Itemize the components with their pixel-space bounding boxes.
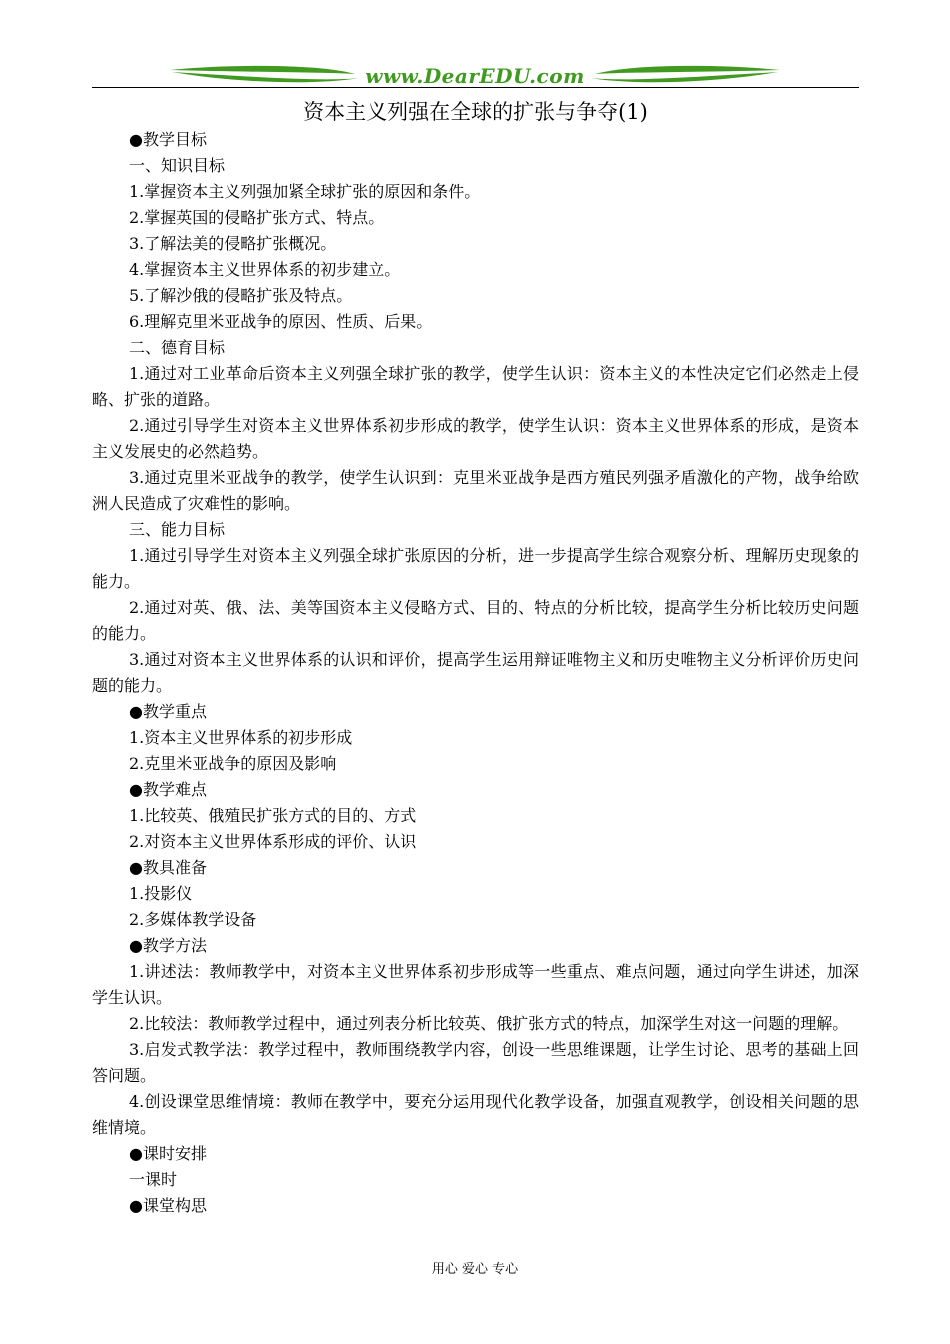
paragraph: 一、知识目标 [129, 156, 226, 175]
paragraph: 3.了解法美的侵略扩张概况。 [129, 234, 337, 253]
paragraph: ●教具准备 [129, 858, 207, 877]
paragraph: 4.创设课堂思维情境：教师在教学中，要充分运用现代化教学设备，加强直观教学，创设相关问题的思维情境。 [92, 1092, 859, 1137]
document-body [92, 127, 859, 1219]
paragraph: ●教学方法 [129, 936, 207, 955]
paragraph: 6.理解克里米亚战争的原因、性质、后果。 [129, 312, 433, 331]
site-url: www.DearEDU.com [365, 64, 585, 88]
paragraph: ●教学目标 [129, 130, 207, 149]
page-title: 资本主义列强在全球的扩张与争夺(1) [303, 100, 648, 124]
paragraph: 三、能力目标 [129, 520, 226, 539]
paragraph: 5.了解沙俄的侵略扩张及特点。 [129, 286, 353, 305]
paragraph: 2.通过对英、俄、法、美等国资本主义侵略方式、目的、特点的分析比较，提高学生分析比较历史问题的能力。 [92, 598, 859, 643]
paragraph: 1.比较英、俄殖民扩张方式的目的、方式 [129, 806, 417, 825]
paragraph: 2.多媒体教学设备 [129, 910, 257, 929]
paragraph: 二、德育目标 [129, 338, 226, 357]
paragraph: 1.投影仪 [129, 884, 193, 903]
paragraph: 1.通过对工业革命后资本主义列强全球扩张的教学，使学生认识：资本主义的本性决定它们必然走上侵略、扩张的道路。 [92, 364, 859, 409]
site-banner [170, 60, 780, 92]
paragraph: 1.通过引导学生对资本主义列强全球扩张原因的分析，进一步提高学生综合观察分析、理解历史现象的能力。 [92, 546, 859, 591]
paragraph: 3.通过对资本主义世界体系的认识和评价，提高学生运用辩证唯物主义和历史唯物主义分析评价历史问题的能力。 [92, 650, 859, 695]
paragraph: 3.通过克里米亚战争的教学，使学生认识到：克里米亚战争是西方殖民列强矛盾激化的产物，战争给欧洲人民造成了灾难性的影响。 [92, 468, 859, 513]
paragraph: 2.对资本主义世界体系形成的评价、认识 [129, 832, 417, 851]
paragraph: 4.掌握资本主义世界体系的初步建立。 [129, 260, 401, 279]
paragraph: 3.启发式教学法：教学过程中，教师围绕教学内容，创设一些思维课题，让学生讨论、思考的基础上回答问题。 [92, 1040, 859, 1085]
paragraph: 2.比较法：教师教学过程中，通过列表分析比较英、俄扩张方式的特点，加深学生对这一问题的理解。 [129, 1014, 849, 1033]
paragraph: 1.资本主义世界体系的初步形成 [129, 728, 353, 747]
paragraph: 1.掌握资本主义列强加紧全球扩张的原因和条件。 [129, 182, 481, 201]
paragraph: ●教学重点 [129, 702, 207, 721]
paragraph: 一课时 [129, 1170, 178, 1189]
paragraph: ●教学难点 [129, 780, 207, 799]
page-footer: 用心 爱心 专心 [431, 1262, 519, 1277]
paragraph: ●课时安排 [129, 1144, 207, 1163]
paragraph: 1.讲述法：教师教学中，对资本主义世界体系初步形成等一些重点、难点问题，通过向学生讲述，加深学生认识。 [92, 962, 859, 1007]
paragraph: 2.掌握英国的侵略扩张方式、特点。 [129, 208, 385, 227]
paragraph: ●课堂构思 [129, 1196, 207, 1215]
paragraph: 2.通过引导学生对资本主义世界体系初步形成的教学，使学生认识：资本主义世界体系的形成，是资本主义发展史的必然趋势。 [92, 416, 859, 461]
paragraph: 2.克里米亚战争的原因及影响 [129, 754, 337, 773]
